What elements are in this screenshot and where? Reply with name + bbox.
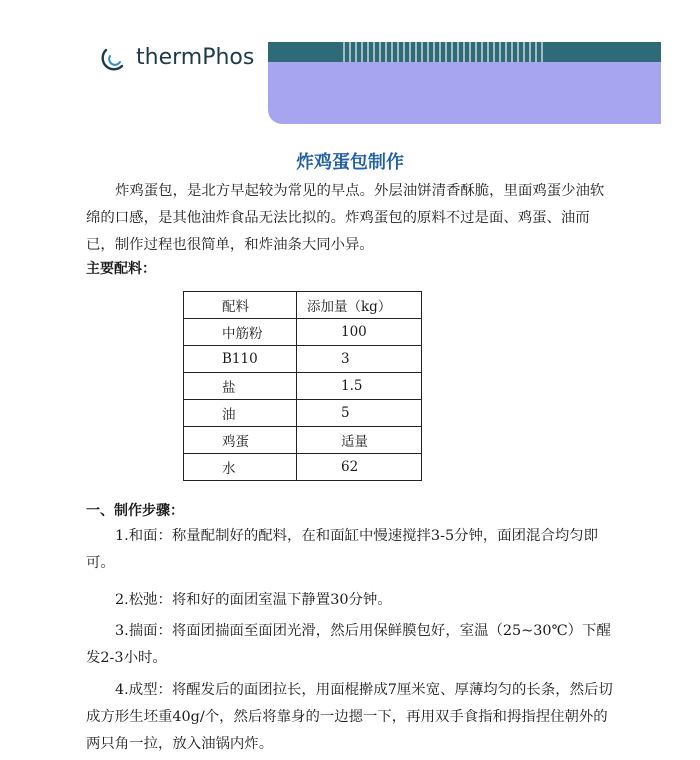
table-cell-amount: 100 [297, 319, 422, 346]
table-cell-amount: 3 [297, 346, 422, 373]
table-cell-ingredient: 油 [184, 400, 297, 427]
table-cell-ingredient: 鸡蛋 [184, 427, 297, 454]
header-band [268, 42, 661, 124]
document-title: 炸鸡蛋包制作 [296, 152, 404, 173]
logo-text: thermPhos [136, 44, 255, 70]
table-cell-amount: 适量 [297, 427, 422, 454]
table-cell-amount: 62 [297, 454, 422, 481]
header-band-bottom [268, 62, 661, 124]
table-row [184, 346, 422, 373]
table-cell-ingredient: 水 [184, 454, 297, 481]
table-row [184, 400, 422, 427]
table-cell-amount: 1.5 [297, 373, 422, 400]
table-cell-ingredient: 盐 [184, 373, 297, 400]
table-row [184, 427, 422, 454]
table-row [184, 454, 422, 481]
table-row [184, 319, 422, 346]
step-1: 1.和面：称量配制好的配料，在和面缸中慢速搅拌3-5分钟，面团混合均匀即可。 [86, 528, 599, 571]
table-cell-ingredient: 中筋粉 [184, 319, 297, 346]
steps-heading: 一、制作步骤： [86, 503, 184, 519]
company-logo [100, 40, 254, 74]
table-header-ingredient: 配料 [184, 292, 297, 319]
logo-arc-icon [100, 40, 128, 74]
step-2: 2.松弛：将和好的面团室温下静置30分钟。 [115, 592, 392, 608]
step-4: 4.成型：将醒发后的面团拉长，用面棍擀成7厘米宽、厚薄均匀的长条，然后切成方形生坯重40g/个，然后将靠身的一边摁一下，再用双手食指和拇指捏住朝外的两只角一拉，放入油锅内炸。 [86, 682, 613, 752]
table-header-row [184, 292, 422, 319]
table-header-amount: 添加量（kg） [297, 292, 422, 319]
table-cell-amount: 5 [297, 400, 422, 427]
table-row [184, 373, 422, 400]
intro-paragraph: 炸鸡蛋包，是北方早起较为常见的早点。外层油饼清香酥脆，里面鸡蛋少油软绵的口感，是其他油炸食品无法比拟的。炸鸡蛋包的原料不过是面、鸡蛋、油而已，制作过程也很简单，和炸油条大同小异。 [86, 183, 605, 253]
table-cell-ingredient: B110 [184, 346, 297, 373]
ingredients-heading: 主要配料： [86, 261, 156, 277]
header-band-stripes [343, 42, 543, 62]
step-3: 3.揣面：将面团揣面至面团光滑，然后用保鲜膜包好，室温（25~30℃）下醒发2-3小时。 [86, 623, 611, 666]
ingredients-table [183, 291, 422, 481]
